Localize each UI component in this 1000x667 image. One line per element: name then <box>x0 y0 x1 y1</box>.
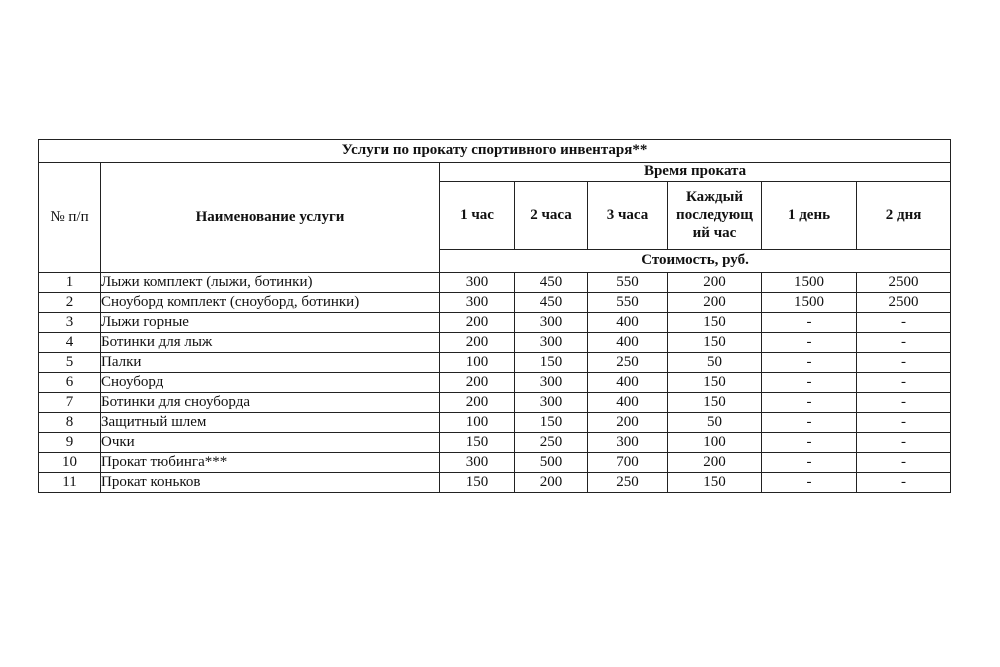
table-row <box>39 353 951 373</box>
table-row <box>39 333 951 353</box>
price-cell: 100 <box>668 433 762 453</box>
row-number: 2 <box>39 293 101 313</box>
price-cell: - <box>762 333 857 353</box>
time-col-header <box>762 182 857 250</box>
price-cell: - <box>762 413 857 433</box>
time-col-header-line: ий час <box>692 225 737 242</box>
table-title: Услуги по прокату спортивного инвентаря** <box>39 140 951 163</box>
table-row <box>39 413 951 433</box>
service-name: Сноуборд комплект (сноуборд, ботинки) <box>101 293 440 313</box>
row-number: 6 <box>39 373 101 393</box>
row-number: 7 <box>39 393 101 413</box>
price-cell: 300 <box>440 293 515 313</box>
price-cell: - <box>762 433 857 453</box>
price-cell: 50 <box>668 413 762 433</box>
price-cell: - <box>857 473 951 493</box>
table-row <box>39 273 951 293</box>
price-cell: 200 <box>588 413 668 433</box>
time-col-header-line: 1 час <box>460 207 494 224</box>
row-number: 11 <box>39 473 101 493</box>
cost-header: Стоимость, руб. <box>440 250 951 273</box>
price-cell: - <box>857 353 951 373</box>
price-cell: - <box>762 313 857 333</box>
service-name: Лыжи горные <box>101 313 440 333</box>
price-cell: 150 <box>515 413 588 433</box>
price-cell: 450 <box>515 273 588 293</box>
service-name: Защитный шлем <box>101 413 440 433</box>
price-cell: 200 <box>668 453 762 473</box>
price-cell: - <box>857 453 951 473</box>
price-cell: 2500 <box>857 293 951 313</box>
table-row <box>39 473 951 493</box>
price-cell: - <box>762 353 857 373</box>
price-cell: 300 <box>515 313 588 333</box>
time-col-header-line: 3 часа <box>606 207 649 224</box>
price-cell: - <box>857 333 951 353</box>
price-cell: 250 <box>515 433 588 453</box>
row-number: 1 <box>39 273 101 293</box>
time-col-header-line: 2 часа <box>530 207 572 224</box>
row-number: 3 <box>39 313 101 333</box>
price-cell: 300 <box>440 273 515 293</box>
col-header-number: № п/п <box>39 163 101 273</box>
price-cell: 400 <box>588 393 668 413</box>
price-document <box>38 139 950 493</box>
price-cell: 150 <box>440 433 515 453</box>
price-cell: - <box>762 373 857 393</box>
price-cell: - <box>762 453 857 473</box>
price-cell: - <box>857 373 951 393</box>
time-col-header <box>857 182 951 250</box>
price-cell: 300 <box>588 433 668 453</box>
table-row <box>39 293 951 313</box>
price-cell: 250 <box>588 473 668 493</box>
price-cell: 2500 <box>857 273 951 293</box>
table-row <box>39 433 951 453</box>
time-col-header <box>588 182 668 250</box>
price-cell: 500 <box>515 453 588 473</box>
price-cell: - <box>857 413 951 433</box>
price-cell: 150 <box>515 353 588 373</box>
price-cell: 200 <box>440 333 515 353</box>
price-cell: 200 <box>668 293 762 313</box>
table-row <box>39 373 951 393</box>
price-cell: 400 <box>588 313 668 333</box>
service-name: Ботинки для сноуборда <box>101 393 440 413</box>
price-cell: 150 <box>668 373 762 393</box>
time-col-header-line: 2 дня <box>885 207 922 224</box>
col-header-service-name: Наименование услуги <box>101 163 440 273</box>
price-cell: 300 <box>515 373 588 393</box>
price-cell: 400 <box>588 333 668 353</box>
time-col-header <box>515 182 588 250</box>
price-cell: 100 <box>440 413 515 433</box>
price-cell: 200 <box>440 373 515 393</box>
rental-price-table <box>38 139 951 493</box>
service-name: Сноуборд <box>101 373 440 393</box>
service-name: Лыжи комплект (лыжи, ботинки) <box>101 273 440 293</box>
time-col-header <box>668 182 762 250</box>
row-number: 10 <box>39 453 101 473</box>
time-col-header-line: Каждый <box>685 189 743 206</box>
price-cell: - <box>857 393 951 413</box>
rental-time-header: Время проката <box>440 163 951 182</box>
price-cell: 150 <box>668 473 762 493</box>
time-col-header <box>440 182 515 250</box>
table-row <box>39 313 951 333</box>
service-name: Очки <box>101 433 440 453</box>
row-number: 4 <box>39 333 101 353</box>
price-cell: 550 <box>588 273 668 293</box>
row-number: 8 <box>39 413 101 433</box>
price-cell: 550 <box>588 293 668 313</box>
price-cell: 250 <box>588 353 668 373</box>
row-number: 9 <box>39 433 101 453</box>
table-row <box>39 393 951 413</box>
time-col-header-line: последующ <box>676 207 753 224</box>
price-cell: 150 <box>668 393 762 413</box>
time-col-header-line: 1 день <box>787 207 831 224</box>
price-cell: 150 <box>668 333 762 353</box>
price-cell: - <box>762 393 857 413</box>
price-cell: 700 <box>588 453 668 473</box>
service-name: Ботинки для лыж <box>101 333 440 353</box>
price-cell: 150 <box>440 473 515 493</box>
price-cell: 1500 <box>762 273 857 293</box>
price-cell: - <box>857 313 951 333</box>
price-cell: 1500 <box>762 293 857 313</box>
price-cell: 150 <box>668 313 762 333</box>
price-cell: 200 <box>515 473 588 493</box>
price-cell: 450 <box>515 293 588 313</box>
price-cell: 200 <box>668 273 762 293</box>
service-name: Палки <box>101 353 440 373</box>
price-cell: 300 <box>515 333 588 353</box>
price-cell: - <box>857 433 951 453</box>
table-row <box>39 453 951 473</box>
service-name: Прокат тюбинга*** <box>101 453 440 473</box>
price-cell: 50 <box>668 353 762 373</box>
price-cell: 300 <box>440 453 515 473</box>
price-cell: 200 <box>440 393 515 413</box>
price-cell: - <box>762 473 857 493</box>
service-name: Прокат коньков <box>101 473 440 493</box>
price-cell: 400 <box>588 373 668 393</box>
price-cell: 200 <box>440 313 515 333</box>
price-cell: 300 <box>515 393 588 413</box>
price-cell: 100 <box>440 353 515 373</box>
row-number: 5 <box>39 353 101 373</box>
